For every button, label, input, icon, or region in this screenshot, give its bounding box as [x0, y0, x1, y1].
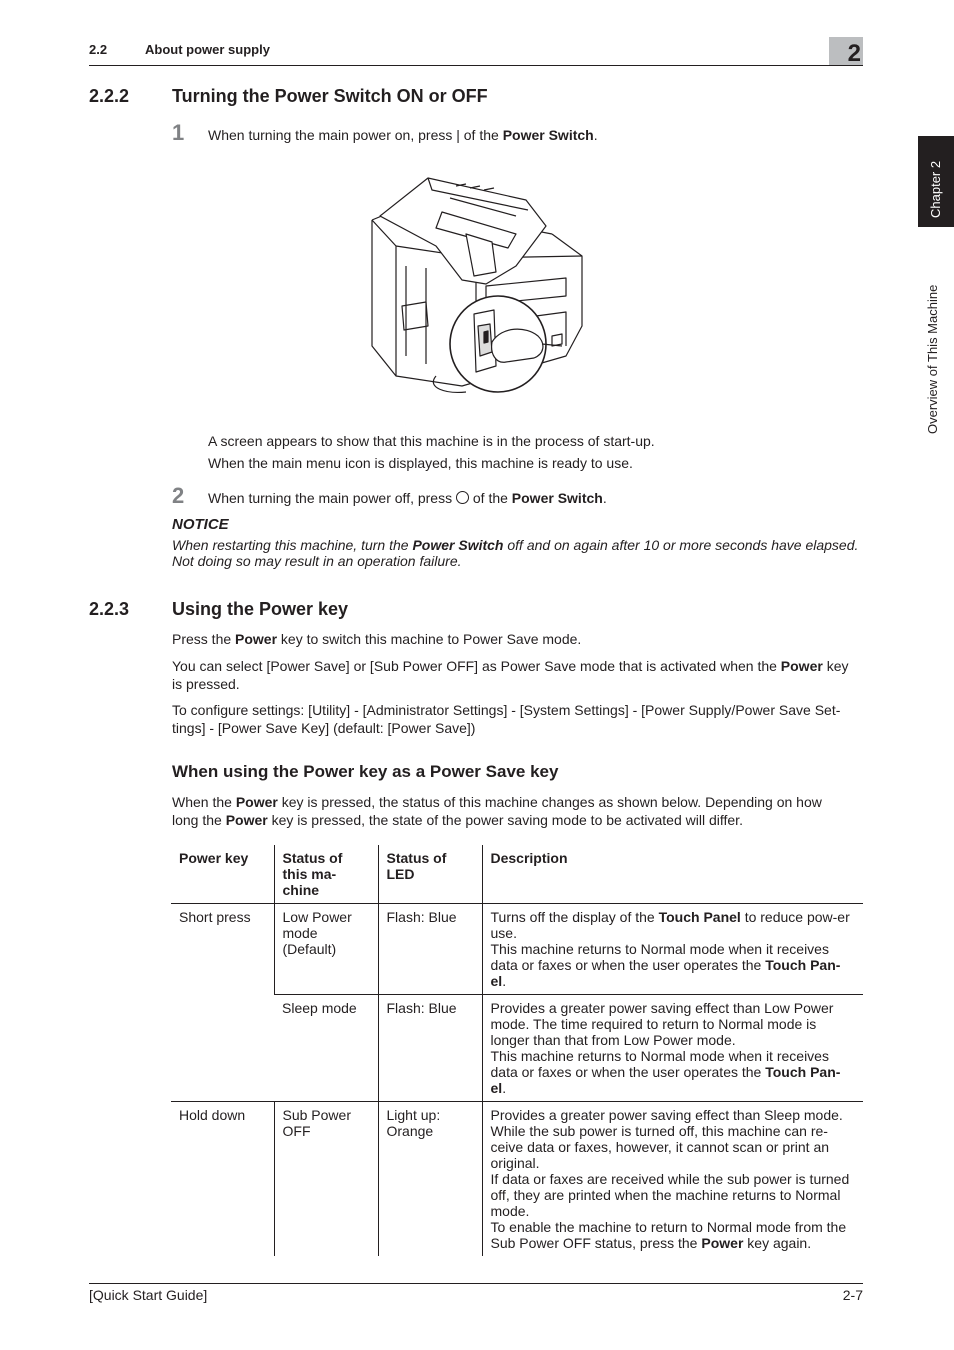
power-key-table [171, 845, 863, 1256]
step-2-text: When turning the main power off, press of the Power Switch. [208, 490, 607, 506]
step-1-text: When turning the main power on, press | of the Power Switch. [208, 127, 598, 143]
configure-settings-line-2: tings] - [Power Save Key] (default: [Power Save]) [172, 720, 476, 736]
footer-guide-name: [Quick Start Guide] [89, 1287, 208, 1303]
table-cell-status: Low Power mode (Default) [274, 904, 378, 995]
chapter-side-tab [918, 136, 954, 227]
ready-paragraph: When the main menu icon is displayed, this machine is ready to use. [208, 455, 633, 471]
header-section-title: About power supply [145, 42, 270, 57]
table-cell-status: Sub Power OFF [274, 1102, 378, 1257]
table-cell-status: Sleep mode [274, 995, 378, 1102]
power-save-select-line-2: is pressed. [172, 676, 240, 692]
table-row [171, 995, 863, 1102]
side-tab-title: Overview of This Machine [925, 284, 940, 434]
table-row [171, 1102, 863, 1257]
table-cell-led: Flash: Blue [378, 995, 482, 1102]
notice-title: NOTICE [172, 516, 229, 533]
side-tab-chapter: Chapter 2 [928, 160, 943, 218]
subsection-title: When using the Power key as a Power Save key [172, 762, 559, 781]
printer-power-switch-illustration [366, 176, 588, 402]
table-cell-description: Provides a greater power saving effect than Sleep mode. While the sub power is turned off, this machine can re-ceive data or faxes, however, it cannot scan or print an original. If data or faxes are received while the sub power is turned off, they are printed when the machine returns to Normal mode. To enable the machine to return to Normal mode from the Sub Power OFF status, press the Power key again. [482, 1102, 863, 1257]
notice-line-2: Not doing so may result in an operation failure. [172, 553, 462, 569]
table-header-cell: Power key [171, 845, 274, 904]
section-number-222: 2.2.2 [89, 86, 130, 106]
table-cell-key: Short press [171, 904, 274, 1102]
subsection-para-line-1: When the Power key is pressed, the status of this machine changes as shown below. Depending on how [172, 794, 822, 810]
power-save-select-line-1: You can select [Power Save] or [Sub Power OFF] as Power Save mode that is activated when the Power key [172, 658, 849, 674]
header-rule [89, 65, 863, 66]
table-cell-led: Flash: Blue [378, 904, 482, 995]
chapter-number-box [829, 37, 863, 65]
step-number-1: 1 [172, 120, 185, 145]
table-header-cell: Description [482, 845, 863, 904]
header-section-number: 2.2 [89, 42, 108, 57]
power-key-intro: Press the Power key to switch this machine to Power Save mode. [172, 631, 582, 647]
section-title-222: Turning the Power Switch ON or OFF [172, 86, 488, 106]
chapter-number: 2 [847, 40, 861, 67]
subsection-para-line-2: long the Power key is pressed, the state of the power saving mode to be activated will differ. [172, 812, 743, 828]
table-header-row [171, 845, 863, 904]
table-cell-key: Hold down [179, 1107, 246, 1123]
table-row [171, 904, 863, 995]
section-number-223: 2.2.3 [89, 599, 130, 619]
table-cell-description: Turns off the display of the Touch Panel to reduce pow-er use. This machine returns to Normal mode when it receives data or faxes or when the user operates the Touch Pan-el. [482, 904, 863, 995]
table-header-cell: Status of this ma-chine [274, 845, 378, 904]
footer-rule [89, 1283, 863, 1284]
configure-settings-line-1: To configure settings: [Utility] - [Administrator Settings] - [System Settings] - [Power Supply/Power Save Set- [172, 702, 841, 718]
table-cell-description: Provides a greater power saving effect than Low Power mode. The time required to return to Normal mode is longer than that from Low Power mode. This machine returns to Normal mode when it receives data or faxes or when the user operates the Touch Pan-el. [482, 995, 863, 1102]
table-cell-led: Light up: Orange [378, 1102, 482, 1257]
notice-line-1: When restarting this machine, turn the Power Switch off and on again after 10 or more seconds have elapsed. [172, 537, 859, 553]
step-number-2: 2 [172, 483, 185, 508]
section-title-223: Using the Power key [172, 599, 349, 619]
power-off-circle-icon [456, 491, 469, 504]
footer-page-number: 2-7 [842, 1287, 863, 1303]
table-header-cell: Status of LED [378, 845, 482, 904]
startup-paragraph: A screen appears to show that this machine is in the process of start-up. [208, 433, 655, 449]
